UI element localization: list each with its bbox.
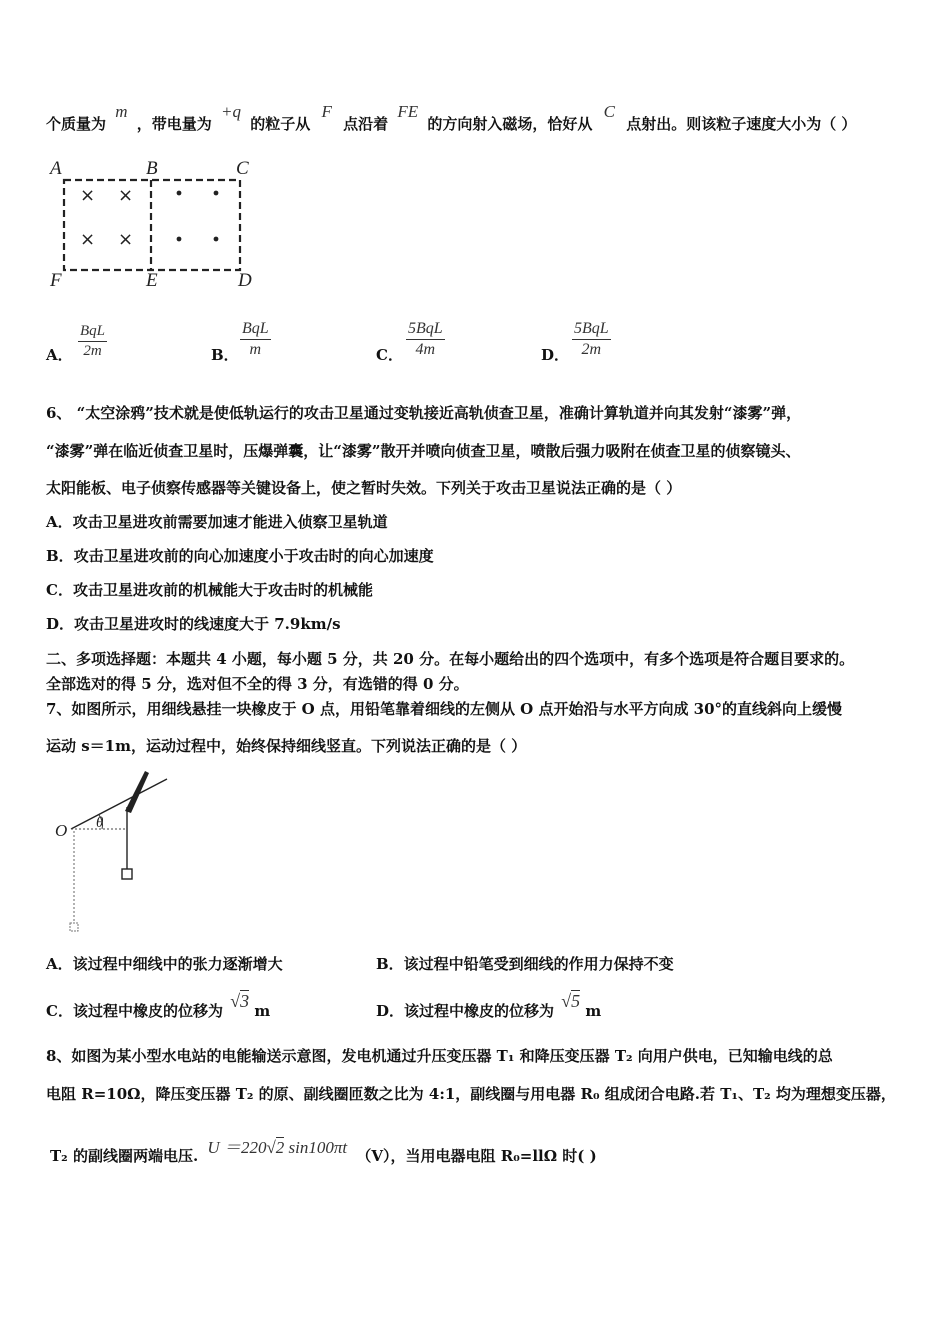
q7-option-d [376,991,602,1021]
q5-stem-part: 点沿着 [343,115,389,133]
radicand: 3 [240,991,250,1011]
q6-option-b: B．攻击卫星进攻前的向心加速度小于攻击时的向心加速度 [46,547,434,565]
field-dot [177,191,182,196]
section2-heading-line1: 二、多项选择题：本题共 4 小题，每小题 5 分，共 20 分。在每小题给出的四个选项中，有多个选项是符合题目要求的。 [46,650,855,668]
denominator: m [249,341,262,358]
q5-option-a-fraction [78,323,107,360]
label-O: O [55,821,68,840]
q5-stem-part: 点射出。则该粒子速度大小为（ ） [626,115,857,133]
initial-eraser [70,923,78,931]
denominator: 2m [83,343,102,359]
numerator: BqL [80,323,106,339]
q5-option-c-fraction [406,320,445,359]
q7-stem-line2: 运动 s＝1m，运动过程中，始终保持细线竖直。下列说法正确的是（ ） [46,737,527,755]
field-cross: × [118,229,134,250]
q8-stem-line1: 8、如图为某小型水电站的电能输送示意图，发电机通过升压变压器 T₁ 和降压变压器 T₂ 向用户供电，已知输电线的总 [46,1047,833,1065]
denominator: 4m [415,341,436,358]
q8-stem-line2: 电阻 R=10Ω，降压变压器 T₂ 的原、副线圈匝数之比为 4:1，副线圈与用电器 R₀ 组成闭合电路.若 T₁、T₂ 均为理想变压器， [46,1085,896,1103]
formula-rhs: sin100πt [288,1138,348,1157]
q6-stem-line2: “漆雾”弹在临近侦查卫星时，压爆弹囊，让“漆雾”散开并喷向侦查卫星，喷散后强力吸附在侦查卫星的侦察镜头、 [46,442,801,460]
field-dot [214,191,219,196]
incline-line [71,779,167,829]
sqrt5: √5 [561,991,581,1011]
q5-option-a-label: A． [46,346,73,364]
q5-option-d-label: D． [541,346,570,364]
field-dot [177,237,182,242]
q5-option-b-fraction [240,320,271,359]
label-B: B [146,158,158,179]
label-F: F [50,270,62,291]
q5-stem-part: 的方向射入磁场，恰好从 [427,115,593,133]
q8-stem-text: T₂ 的副线圈两端电压. [50,1147,199,1165]
symbol-FE: FE [397,102,419,121]
option-text: C．该过程中橡皮的位移为 [46,1002,223,1020]
pencil-icon [125,771,149,813]
q5-option-c-label: C． [376,346,403,364]
field-dot [214,237,219,242]
symbol-F: F [321,102,332,121]
q5-stem-part: ，带电量为 [136,115,212,133]
option-text: D．该过程中橡皮的位移为 [376,1002,555,1020]
voltage-formula: U ＝220√2 sin100πt [207,1138,348,1157]
eraser [122,869,132,879]
symbol-C: C [603,102,615,121]
formula-radicand: 2 [275,1138,285,1157]
q7-option-b: B．该过程中铅笔受到细线的作用力保持不变 [376,955,674,973]
formula-lhs: U ＝220 [207,1138,267,1157]
q6-stem-line3: 太阳能板、电子侦察传感器等关键设备上，使之暂时失效。下列关于攻击卫星说法正确的是（ ） [46,479,682,497]
q6-option-c: C．攻击卫星进攻前的机械能大于攻击时的机械能 [46,581,373,599]
q6-stem-line1: 6、 “太空涂鸦”技术就是使低轨运行的攻击卫星通过变轨接近高轨侦查卫星，准确计算轨道并向其发射“漆雾”弹， [46,404,802,422]
symbol-m: m [115,102,128,121]
label-E: E [146,270,158,291]
section2-heading-line2: 全部选对的得 5 分，选对但不全的得 3 分，有选错的得 0 分。 [46,675,469,693]
magnetic-field-figure [40,152,270,292]
field-cross: × [118,185,134,206]
field-cross: × [80,185,96,206]
q8-stem-text: （V），当用电器电阻 R₀=llΩ 时( ) [356,1147,597,1165]
q5-option-b-label: B． [211,346,239,364]
numerator: 5BqL [574,320,609,337]
q5-stem-part: 的粒子从 [250,115,311,133]
denominator: 2m [581,341,602,358]
sqrt3: √3 [230,991,250,1011]
label-A: A [50,158,62,179]
pendulum-figure [55,765,185,940]
q7-stem-line1: 7、如图所示，用细线悬挂一块橡皮于 O 点，用铅笔靠着细线的左侧从 O 点开始沿与水平方向成 30°的直线斜向上缓慢 [46,700,843,718]
q5-stem [46,102,857,134]
label-D: D [238,270,252,291]
q5-stem-part: 个质量为 [46,115,107,133]
symbol-q: +q [221,102,241,121]
label-C: C [236,158,249,179]
q8-stem-line3 [50,1138,597,1166]
q6-option-a: A．攻击卫星进攻前需要加速才能进入侦察卫星轨道 [46,513,388,531]
q7-option-a: A．该过程中细线中的张力逐渐增大 [46,955,283,973]
label-theta: θ [96,815,104,831]
q6-option-d: D．攻击卫星进攻时的线速度大于 7.9km/s [46,615,341,633]
numerator: 5BqL [408,320,443,337]
q7-option-c [46,991,271,1021]
q5-option-d-fraction [572,320,611,359]
unit: m [254,1002,271,1020]
numerator: BqL [242,320,269,337]
radicand: 5 [571,991,581,1011]
unit: m [585,1002,602,1020]
field-cross: × [80,229,96,250]
